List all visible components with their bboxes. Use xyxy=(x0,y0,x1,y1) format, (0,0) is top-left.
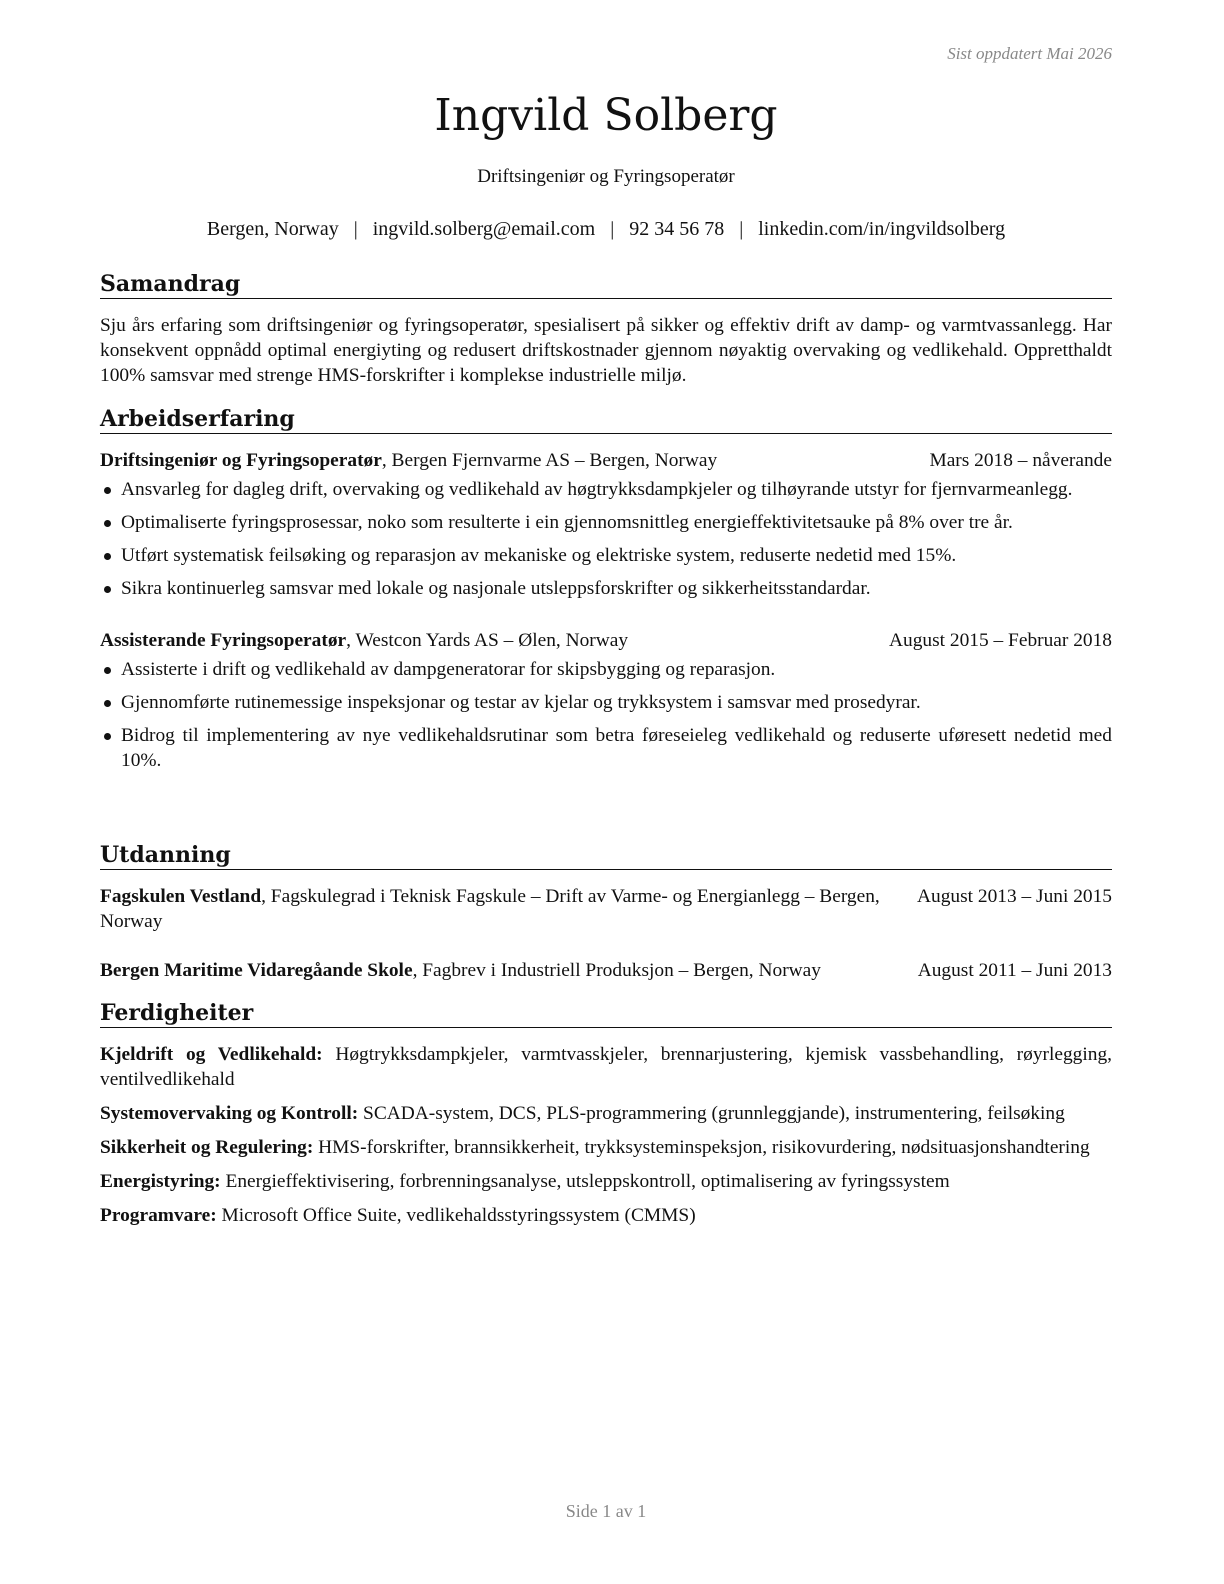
education-section xyxy=(100,841,1112,983)
experience-section xyxy=(100,405,1112,773)
education-school: Fagskulen Vestland xyxy=(100,886,262,907)
section-title-education: Utdanning xyxy=(100,841,1112,870)
candidate-role: Driftsingeniør og Fyringsoperatør xyxy=(477,166,735,187)
bullet-item: Ansvarleg for dagleg drift, overvaking og vedlikehald av høgtrykksdampkjeler og tilhøyrande utstyr for fjernvarmeanlegg. xyxy=(100,477,1112,502)
contact-phone: 92 34 56 78 xyxy=(629,218,725,240)
section-title-summary: Samandrag xyxy=(100,270,1112,299)
bullet-icon xyxy=(104,487,111,494)
contact-email[interactable]: ingvild.solberg@email.com xyxy=(372,218,596,240)
bullet-icon xyxy=(104,520,111,527)
skill-value: SCADA-system, DCS, PLS-programmering (grunnleggjande), instrumentering, feilsøking xyxy=(363,1103,1065,1124)
education-entry xyxy=(100,884,1112,934)
job-entry xyxy=(100,448,1112,601)
bullet-item: Optimaliserte fyringsprosessar, noko som resulterte i ein gjennomsnittleg energieffektivitetsauke på 8% over tre år. xyxy=(100,510,1112,535)
job-header xyxy=(100,448,1112,473)
skill-row xyxy=(100,1203,1112,1228)
bullet-item: Assisterte i drift og vedlikehald av dampgeneratorar for skipsbygging og reparasjon. xyxy=(100,657,1112,682)
job-bullets xyxy=(100,657,1112,773)
contact-location: Bergen, Norway xyxy=(206,218,339,240)
summary-text: Sju års erfaring som driftsingeniør og fyringsoperatør, spesialisert på sikker og effektiv drift av damp- og varmtvassanlegg. Har konsekvent oppnådd optimal energiyting og redusert driftskostnader gjennom nøyaktig overvaking og vedlikehald. Oppretthaldt 100% samsvar med strenge HMS-forskrifter i komplekse industrielle miljø. xyxy=(100,315,1112,386)
education-entry xyxy=(100,958,1112,983)
bullet-item: Sikra kontinuerleg samsvar med lokale og nasjonale utsleppsforskrifter og sikkerheitsstandardar. xyxy=(100,576,1112,601)
bullet-item: Utført systematisk feilsøking og reparasjon av mekaniske og elektriske system, reduserte nedetid med 15%. xyxy=(100,543,1112,568)
education-dates: August 2011 – Juni 2013 xyxy=(917,960,1112,981)
skill-row xyxy=(100,1135,1112,1160)
last-updated: Sist oppdatert Mai 2026 xyxy=(947,44,1112,63)
bullet-icon xyxy=(104,733,111,740)
bullet-icon xyxy=(104,553,111,560)
contact-line xyxy=(100,218,1112,241)
bullet-item: Gjennomførte rutinemessige inspeksjonar og testar av kjelar og trykksystem i samsvar med prosedyrar. xyxy=(100,690,1112,715)
job-position: Assisterande Fyringsoperatør xyxy=(100,630,347,651)
education-details: , Fagbrev i Industriell Produksjon – Bergen, Norway xyxy=(412,960,821,981)
skill-value: HMS-forskrifter, brannsikkerheit, trykksysteminspeksjon, risikovurdering, nødsituasjonshandtering xyxy=(318,1137,1090,1158)
skills-section xyxy=(100,999,1112,1228)
contact-linkedin[interactable]: linkedin.com/in/ingvildsolberg xyxy=(758,218,1006,240)
job-header xyxy=(100,628,1112,653)
education-school: Bergen Maritime Vidaregåande Skole xyxy=(100,960,413,981)
job-dates: August 2015 – Februar 2018 xyxy=(889,630,1112,651)
job-bullets xyxy=(100,477,1112,601)
section-title-skills: Ferdigheiter xyxy=(100,999,1112,1028)
job-entry xyxy=(100,628,1112,773)
job-position: Driftsingeniør og Fyringsoperatør xyxy=(100,450,382,471)
summary-section xyxy=(100,270,1112,388)
skill-value: Microsoft Office Suite, vedlikehaldsstyringssystem (CMMS) xyxy=(221,1205,696,1226)
job-employer: , Westcon Yards AS – Ølen, Norway xyxy=(346,630,629,651)
skill-value: Energieffektivisering, forbrenningsanalyse, utsleppskontroll, optimalisering av fyringssystem xyxy=(225,1171,950,1192)
skill-label: Programvare: xyxy=(100,1205,217,1226)
candidate-name: Ingvild Solberg xyxy=(434,90,778,141)
bullet-icon xyxy=(104,700,111,707)
bullet-item: Bidrog til implementering av nye vedlikehaldsrutinar som betra føreseieleg vedlikehald og reduserte uføresett nedetid med 10%. xyxy=(100,723,1112,773)
skill-label: Systemovervaking og Kontroll: xyxy=(100,1103,359,1124)
contact-separator: | xyxy=(353,218,358,240)
resume-page xyxy=(100,0,1112,1584)
skill-label: Energistyring: xyxy=(100,1171,221,1192)
skill-value: Høgtrykksdampkjeler, varmtvasskjeler, brennarjustering, kjemisk vassbehandling, røyrlegging, ventilvedlikehald xyxy=(100,1044,1112,1090)
skill-label: Kjeldrift og Vedlikehald: xyxy=(100,1044,323,1065)
skill-label: Sikkerheit og Regulering: xyxy=(100,1137,314,1158)
education-dates: August 2013 – Juni 2015 xyxy=(917,886,1112,907)
skill-row xyxy=(100,1169,1112,1194)
bullet-icon xyxy=(104,667,111,674)
education-details: , Fagskulegrad i Teknisk Fagskule – Drift av Varme- og Energianlegg – Bergen, Norway xyxy=(100,886,880,932)
bullet-icon xyxy=(104,586,111,593)
skill-row xyxy=(100,1101,1112,1126)
section-title-experience: Arbeidserfaring xyxy=(100,405,1112,434)
contact-separator: | xyxy=(739,218,744,240)
job-dates: Mars 2018 – nåverande xyxy=(929,450,1112,471)
page-number: Side 1 av 1 xyxy=(565,1501,647,1521)
skill-row xyxy=(100,1042,1112,1092)
contact-separator: | xyxy=(610,218,615,240)
job-employer: , Bergen Fjernvarme AS – Bergen, Norway xyxy=(381,450,718,471)
